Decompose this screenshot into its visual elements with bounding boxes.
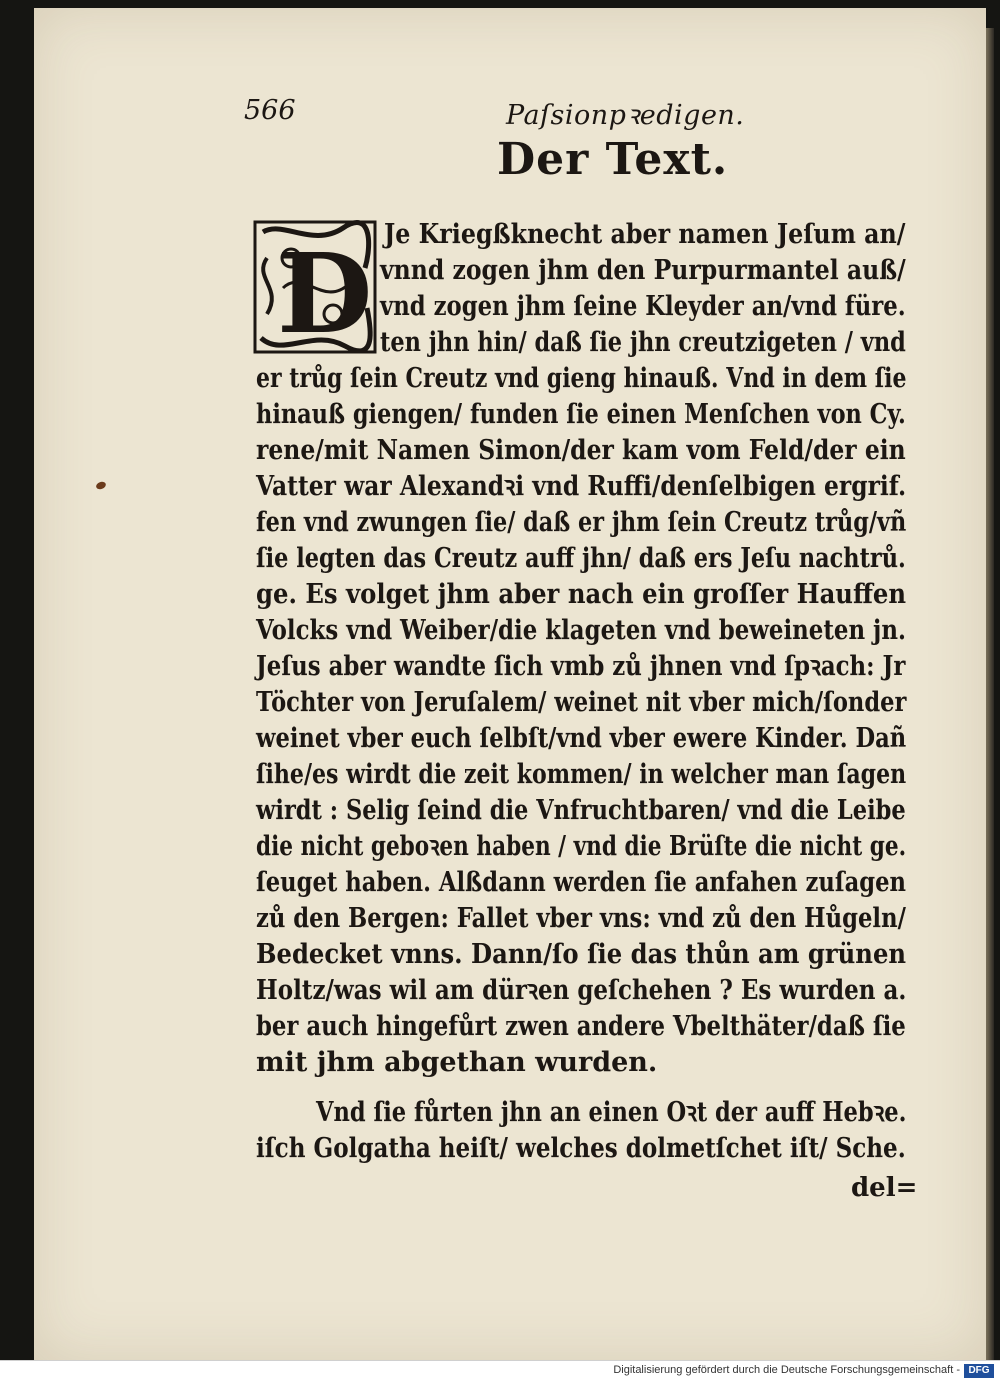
- dfg-logo-icon: DFG: [964, 1364, 994, 1378]
- page-number: 566: [244, 95, 296, 126]
- text-line: Bedecket vnns. Dann/ſo ſie das thůn am grünen: [256, 939, 907, 970]
- text-line: fen vnd zwungen ſie/ daß er jhm ſein Creutz trůg/vñ: [256, 507, 907, 538]
- text-line: rene/mit Namen Simon/der kam vom Feld/der ein: [256, 435, 906, 466]
- text-line: hinauß giengen/ funden ſie einen Menſchen von Cy.: [256, 399, 906, 430]
- running-head: Paſsionpꝛedigen.: [506, 100, 745, 131]
- footer-credit: Digitalisierung gefördert durch die Deutsche Forschungsgemeinschaft -: [613, 1364, 960, 1376]
- text-line: wirdt : Selig ſeind die Vnfruchtbaren/ vnd die Leibe: [256, 795, 906, 826]
- text-line: iſch Golgatha heiſt/ welches dolmetſchet iſt/ Sche.: [256, 1133, 906, 1164]
- text-line: er trůg ſein Creutz vnd gieng hinauß. Vnd in dem ſie: [256, 363, 907, 394]
- text-line: weinet vber euch ſelbſt/vnd vber ewere Kinder. Dañ: [256, 723, 907, 754]
- text-line: mit jhm abgethan wurden.: [256, 1047, 658, 1078]
- text-line: zů den Bergen: Fallet vber vns: vnd zů den Hůgeln/: [256, 903, 906, 934]
- text-line: ſie legten das Creutz auff jhn/ daß ers Jeſu nachtrů.: [256, 543, 906, 574]
- page-header: [216, 95, 916, 135]
- text-line: Volcks vnd Weiber/die klageten vnd beweineten jn.: [256, 615, 906, 646]
- section-title: Der Text.: [497, 134, 729, 185]
- decorated-initial: [253, 218, 377, 356]
- text-line: Jeſus aber wandte ſich vmb zů jhnen vnd ſpꝛach: Jr: [256, 651, 906, 682]
- text-line: vnd zogen jhm ſeine Kleyder an/vnd füre.: [380, 291, 906, 322]
- footer-bar: [0, 1360, 1000, 1382]
- text-line: Vnd ſie fůrten jhn an einen Oꝛt der auff Hebꝛe.: [316, 1097, 907, 1128]
- text-line: ber auch hingefůrt zwen andere Vbelthäter/daß ſie: [256, 1011, 906, 1042]
- text-line: Holtz/was wil am dürꝛen geſchehen ? Es wurden a.: [256, 975, 907, 1006]
- text-line: vnnd zogen jhm den Purpurmantel auß/: [380, 255, 906, 286]
- text-line: ge. Es volget jhm aber nach ein groſſer Hauffen: [256, 579, 907, 610]
- initial-letter: D: [277, 229, 373, 356]
- text-line: Töchter von Jeruſalem/ weinet nit vber mich/ſonder: [256, 687, 907, 718]
- text-line: ſeuget haben. Alßdann werden ſie anfahen zuſagen: [256, 867, 907, 898]
- text-line: ſihe/es wirdt die zeit kommen/ in welcher man ſagen: [256, 759, 907, 790]
- text-line: Je Kriegßknecht aber namen Jeſum an/: [384, 219, 906, 250]
- catchword: del=: [851, 1173, 918, 1203]
- text-line: die nicht geboꝛen haben / vnd die Brüſte die nicht ge.: [256, 831, 907, 862]
- text-line: ten jhn hin/ daß ſie jhn creutzigeten / vnd: [380, 327, 906, 358]
- text-line: Vatter war Alexandꝛi vnd Ruffi/denſelbigen ergrif.: [256, 471, 907, 502]
